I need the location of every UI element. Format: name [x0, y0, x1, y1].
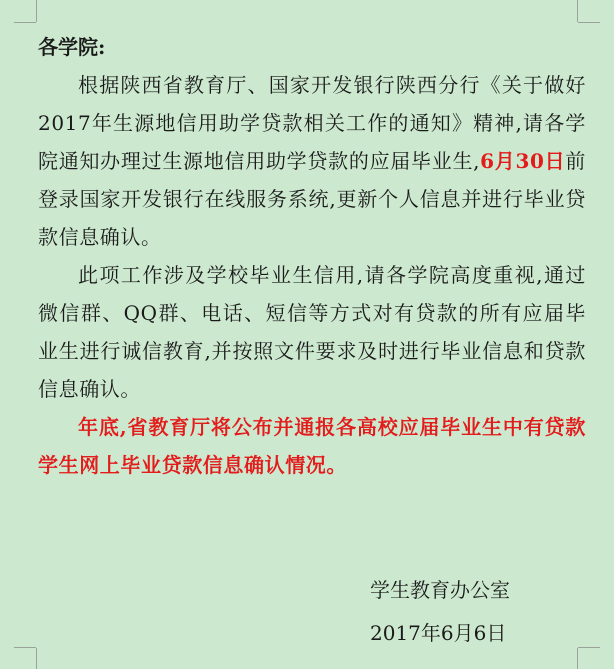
signature-date: 2017年6月6日 [370, 621, 507, 645]
deadline-highlight: 6月30日 [480, 149, 566, 173]
crop-mark-bottom-left [36, 648, 37, 669]
crop-mark-top-right [577, 0, 578, 22]
paragraph-notice-text-end: 前登录国家开发银行在线服务系统,更新个人信息并进行毕业贷款信息确认。 [38, 149, 587, 249]
paragraph-notice-text: 根据陕西省教育厅、国家开发银行陕西分行《关于做好2017年生源地信用助学贷款相关工作的通知》精神,请各学院通知办理过生源地信用助学贷款的应届毕业生, [38, 73, 586, 173]
paragraph-warning: 年底,省教育厅将公布并通报各高校应届毕业生中有贷款学生网上毕业贷款信息确认情况。 [38, 415, 586, 477]
signature-block [370, 571, 590, 652]
crop-mark-bottom-left [14, 647, 36, 648]
crop-mark-top-left [14, 22, 36, 23]
document-body [38, 28, 586, 484]
crop-mark-top-left [36, 0, 37, 22]
crop-mark-top-right [578, 22, 600, 23]
paragraph-requirements: 此项工作涉及学校毕业生信用,请各学院高度重视,通过微信群、QQ群、电话、短信等方式对有贷款的所有应届毕业生进行诚信教育,并按照文件要求及时进行毕业信息和贷款信息确认。 [38, 263, 586, 401]
salutation: 各学院: [38, 35, 106, 59]
signature-office: 学生教育办公室 [370, 578, 510, 602]
paragraph-notice [38, 66, 586, 256]
